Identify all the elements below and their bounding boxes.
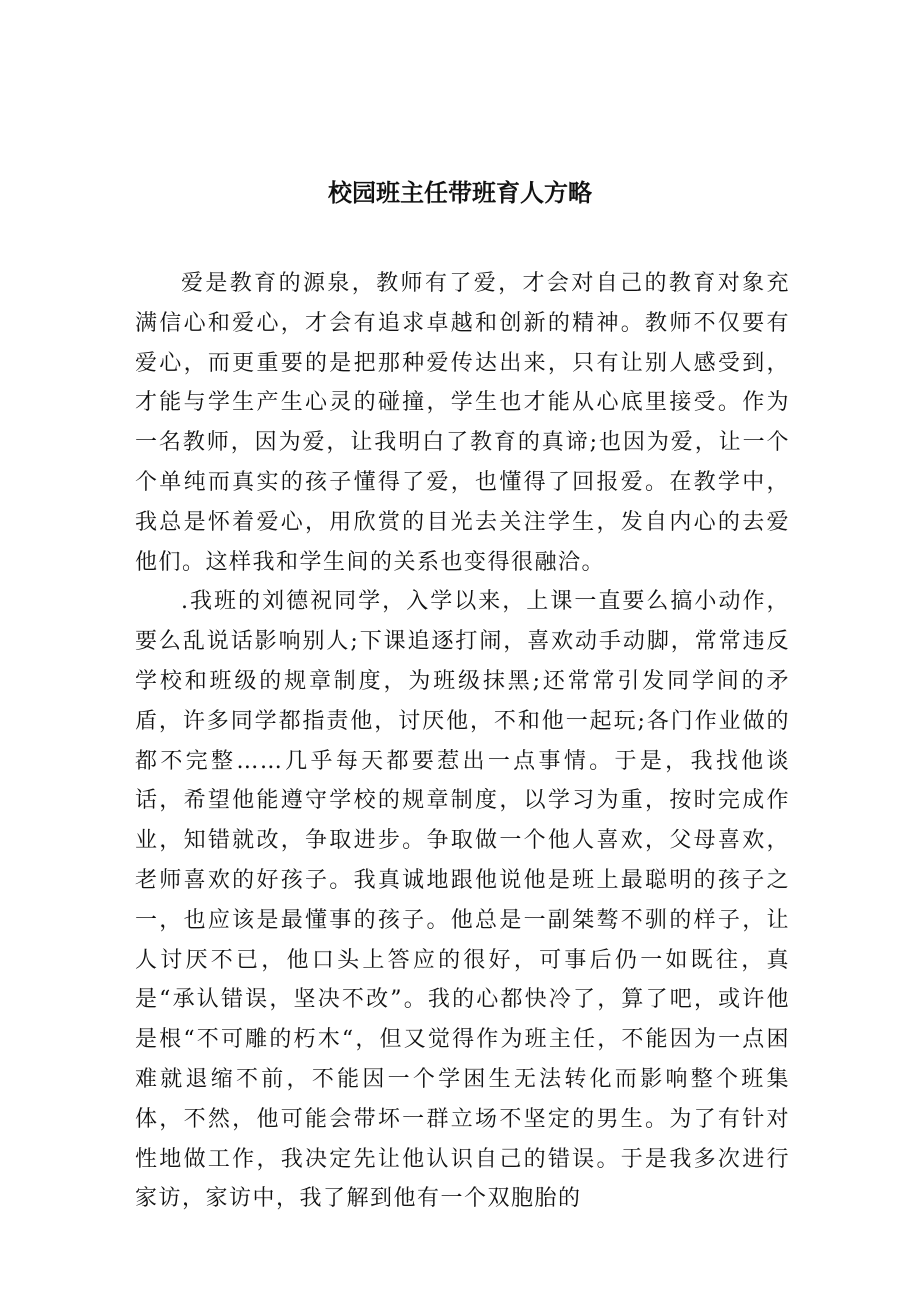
paragraph-2: .我班的刘德祝同学，入学以来，上课一直要么搞小动作，要么乱说话影响别人;下课追逐打闹，喜欢动手动脚，常常违反学校和班级的规章制度，为班级抹黑;还常常引发同学间的矛盾，许多同学都指责他，讨厌他，不和他一起玩;各门作业做的都不完整……几乎每天都要惹出一点事情。于是，我找他谈话，希望他能遵守学校的规章制度，以学习为重，按时完成作业，知错就改，争取进步。争取做一个他人喜欢，父母喜欢，老师喜欢的好孩子。我真诚地跟他说他是班上最聪明的孩子之一，也应该是最懂事的孩子。他总是一副桀骜不驯的样子，让人讨厌不已，他口头上答应的很好，可事后仍一如既往，真是“承认错误，坚决不改”。我的心都快冷了，算了吧，或许他是根“不可雕的朽木“，但又觉得作为班主任，不能因为一点困难就退缩不前，不能因一个学困生无法转化而影响整个班集体，不然，他可能会带坏一群立场不坚定的男生。为了有针对性地做工作，我决定先让他认识自己的错误。于是我多次进行家访，家访中，我了解到他有一个双胞胎的 [135, 589, 790, 1212]
paragraph-1: 爱是教育的源泉，教师有了爱，才会对自己的教育对象充满信心和爱心，才会有追求卓越和创新的精神。教师不仅要有爱心，而更重要的是把那种爱传达出来，只有让别人感受到，才能与学生产生心灵的碰撞，学生也才能从心底里接受。作为一名教师，因为爱，让我明白了教育的真谛;也因为爱，让一个个单纯而真实的孩子懂得了爱，也懂得了回报爱。在教学中，我总是怀着爱心，用欣赏的目光去关注学生，发自内心的去爱他们。这样我和学生间的关系也变得很融洽。 [135, 271, 790, 575]
document-body [135, 264, 790, 1219]
document-title: 校园班主任带班育人方略 [328, 179, 592, 207]
